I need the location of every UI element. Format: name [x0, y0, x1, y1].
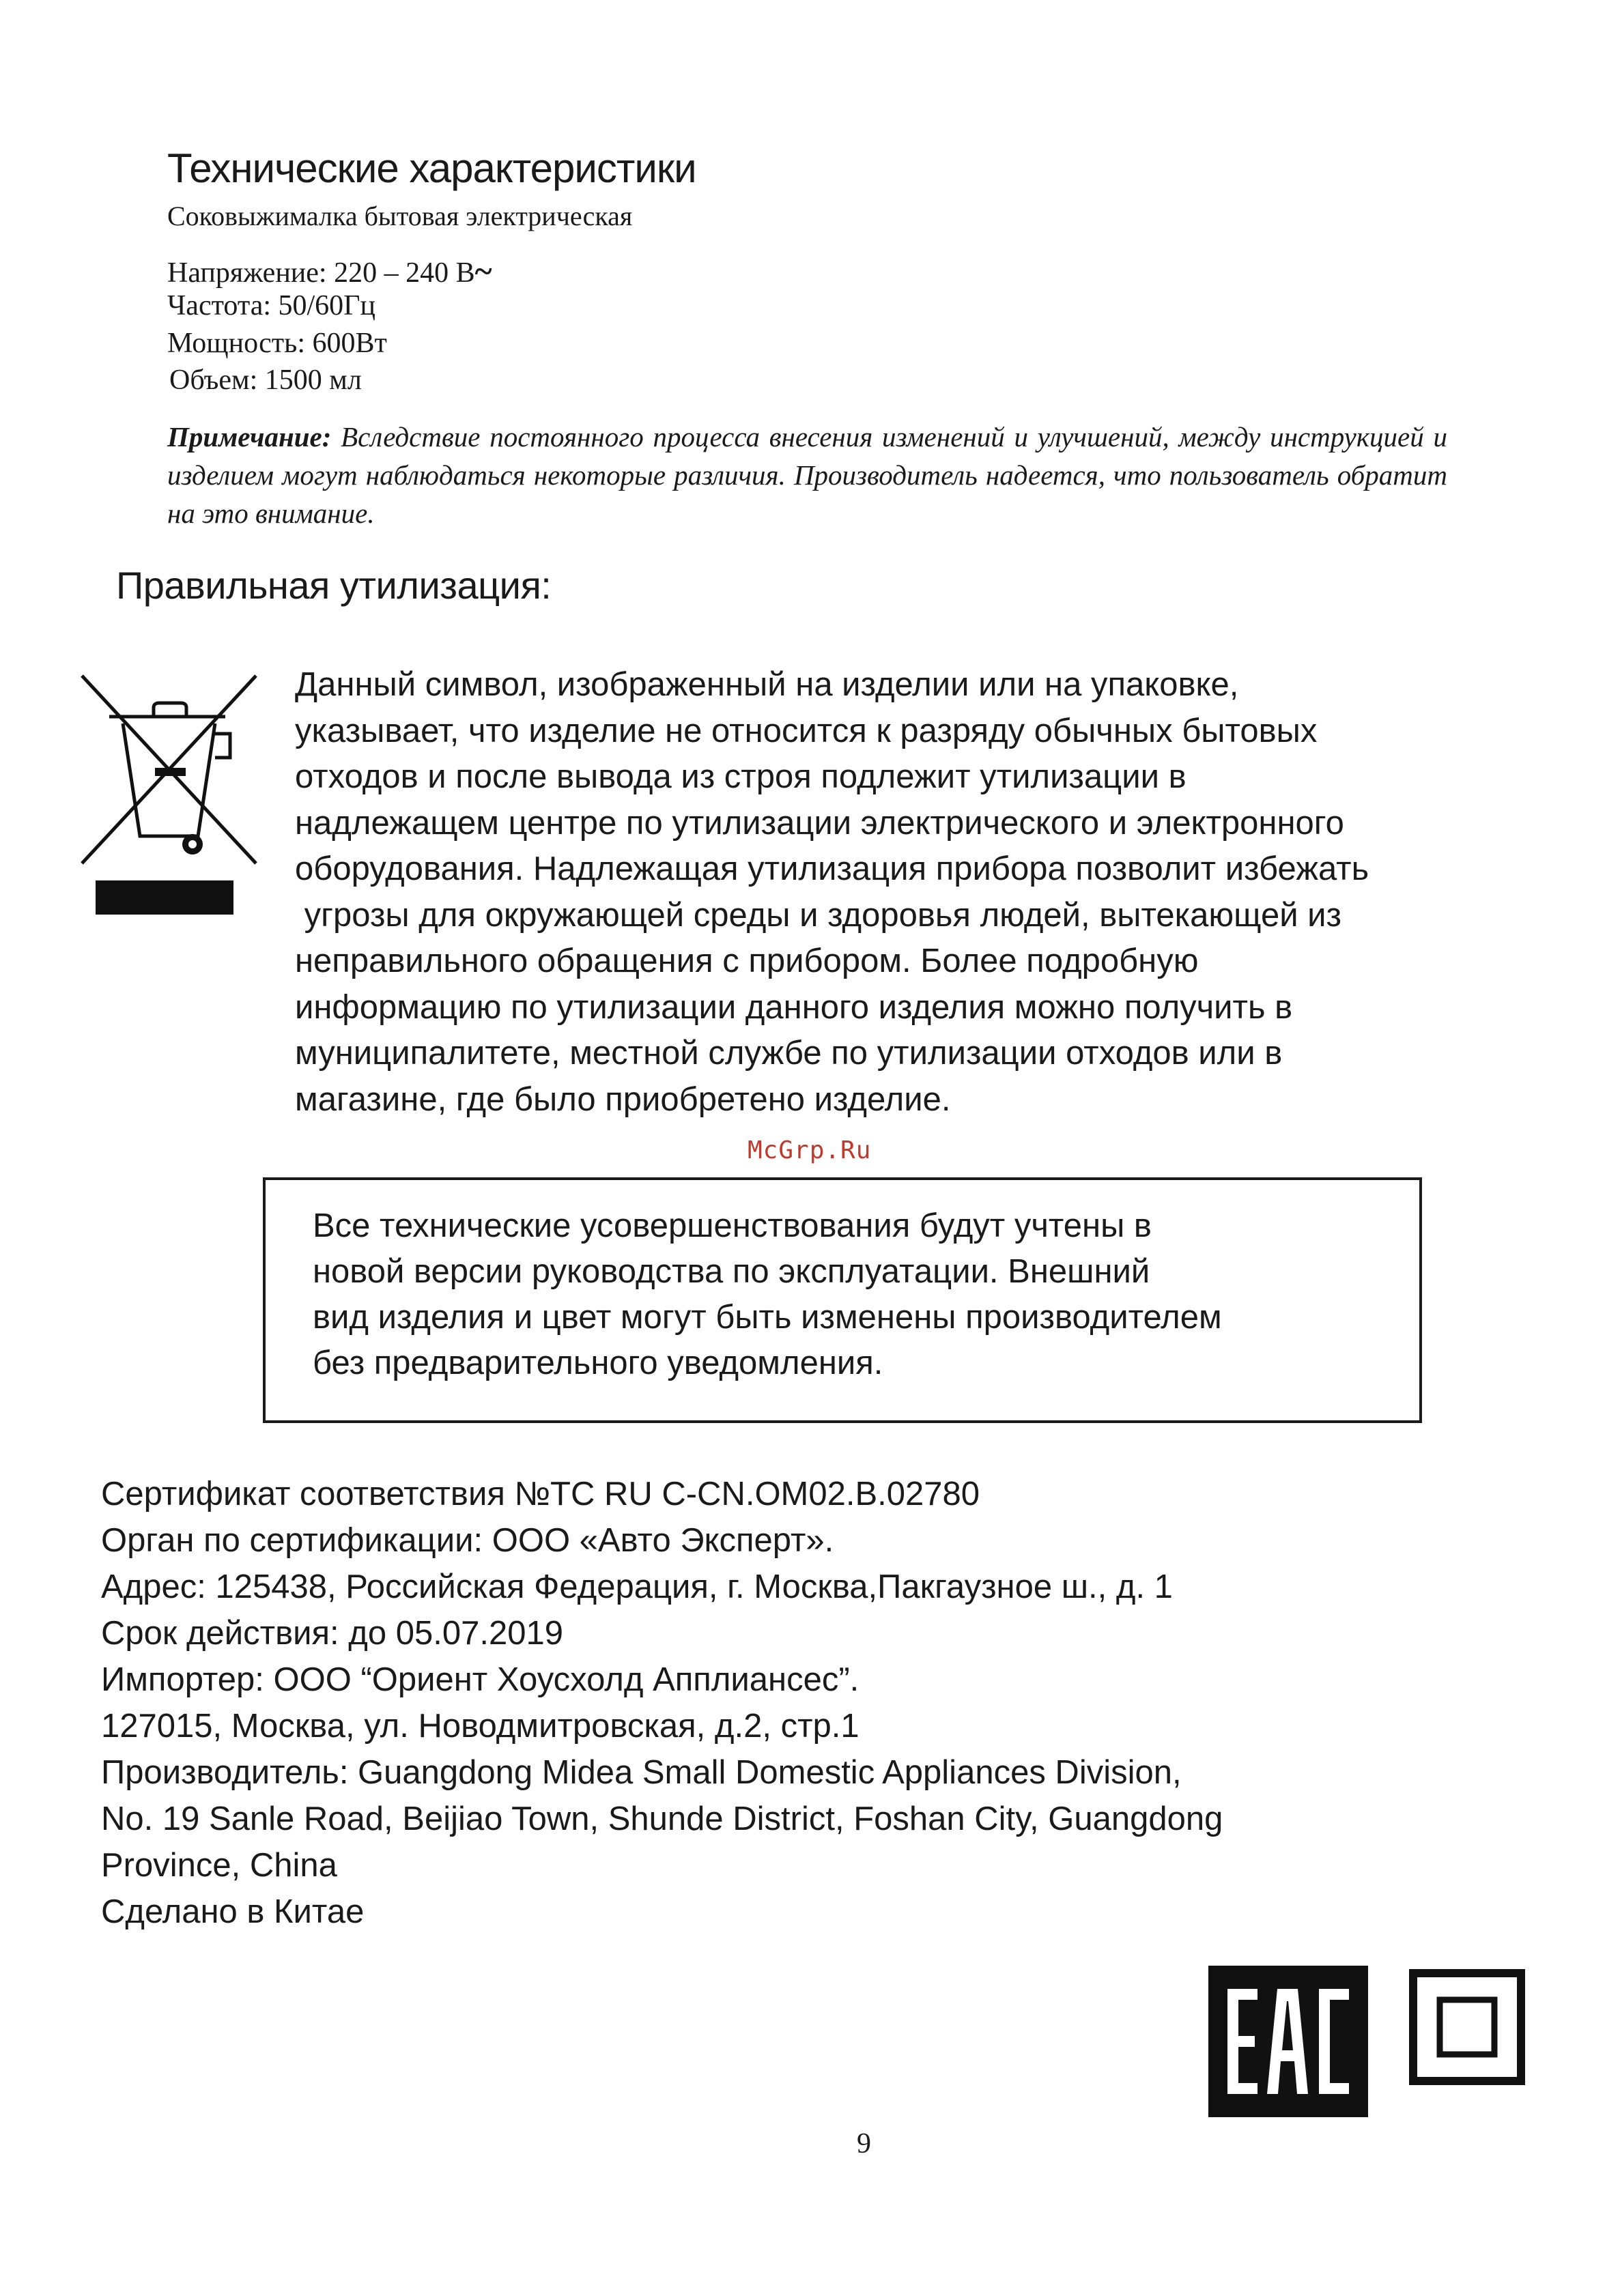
double-insulation-icon — [1409, 1969, 1525, 2085]
certification-block — [101, 1471, 1223, 1935]
cert-line: Сертификат соответствия №ТС RU C-CN.ОМ02.В.02780 — [101, 1476, 980, 1512]
ac-symbol: ~ — [474, 253, 492, 289]
weee-crossed-bin-icon — [79, 665, 263, 870]
disposal-title: Правильная утилизация: — [116, 564, 552, 607]
cert-line: Орган по сертификации: ООО «Авто Эксперт». — [101, 1522, 834, 1559]
cert-line: Срок действия: до 05.07.2019 — [101, 1615, 563, 1652]
cert-line: 127015, Москва, ул. Новодмитровская, д.2, стр.1 — [101, 1708, 859, 1745]
disposal-line: угрозы для окружающей среды и здоровья людей, вытекающей из — [295, 896, 1342, 934]
product-name: Соковыжималка бытовая электрическая — [167, 201, 633, 231]
notice-line: Все технические усовершенствования будут учтены в — [313, 1207, 1152, 1244]
note-label: Примечание: — [167, 421, 332, 453]
disposal-line: Данный символ, изображенный на изделии или на упаковке, — [295, 666, 1239, 703]
cert-line: No. 19 Sanle Road, Beijiao Town, Shunde District, Foshan City, Guangdong — [101, 1800, 1223, 1837]
spec-voltage — [167, 253, 492, 290]
watermark: McGrp.Ru — [748, 1136, 872, 1164]
disposal-line: указывает, что изделие не относится к разряду обычных бытовых — [295, 712, 1318, 749]
spec-frequency: Частота: 50/60Гц — [167, 290, 375, 321]
spec-power: Мощность: 600Вт — [167, 328, 387, 359]
cert-line: Импортер: ООО “Ориент Хоусхолд Апплиансес”. — [101, 1661, 859, 1698]
notice-line: вид изделия и цвет могут быть изменены производителем — [313, 1299, 1222, 1336]
eac-mark-icon — [1208, 1966, 1368, 2117]
disposal-line: отходов и после вывода из строя подлежит утилизации в — [295, 758, 1186, 795]
tech-specs-title: Технические характеристики — [167, 145, 696, 191]
disposal-line: оборудования. Надлежащая утилизация прибора позволит избежать — [295, 850, 1369, 887]
notice-text — [313, 1203, 1222, 1386]
cert-line: Province, China — [101, 1847, 337, 1884]
notice-line: без предварительного уведомления. — [313, 1345, 883, 1381]
spec-volume: Объем: 1500 мл — [169, 364, 362, 396]
disposal-line: магазине, где было приобретено изделие. — [295, 1080, 951, 1118]
weee-date-bar — [96, 880, 233, 915]
page-number: 9 — [857, 2128, 871, 2159]
spec-voltage-text: Напряжение: 220 – 240 В — [167, 257, 475, 289]
disposal-text — [295, 662, 1565, 1123]
disposal-line: неправильного обращения с прибором. Более подробную — [295, 943, 1199, 979]
disposal-line: муниципалитете, местной службе по утилизации отходов или в — [295, 1035, 1283, 1072]
cert-line: Адрес: 125438, Российская Федерация, г. Москва,Пакгаузное ш., д. 1 — [101, 1568, 1173, 1605]
cert-line: Сделано в Китае — [101, 1893, 365, 1930]
disposal-line: надлежащем центре по утилизации электрического и электронного — [295, 804, 1344, 842]
note-text: Вследствие постоянного процесса внесения изменений и улучшений, между инструкцией и изделием могут наблюдаться некоторые различия. Производитель надеется, что пользователь обратит на это внимание. — [167, 421, 1447, 529]
note-paragraph — [167, 418, 1447, 532]
notice-line: новой версии руководства по эксплуатации. Внешний — [313, 1253, 1150, 1290]
disposal-line: информацию по утилизации данного изделия можно получить в — [295, 988, 1293, 1026]
cert-line: Производитель: Guangdong Midea Small Domestic Appliances Division, — [101, 1754, 1182, 1791]
